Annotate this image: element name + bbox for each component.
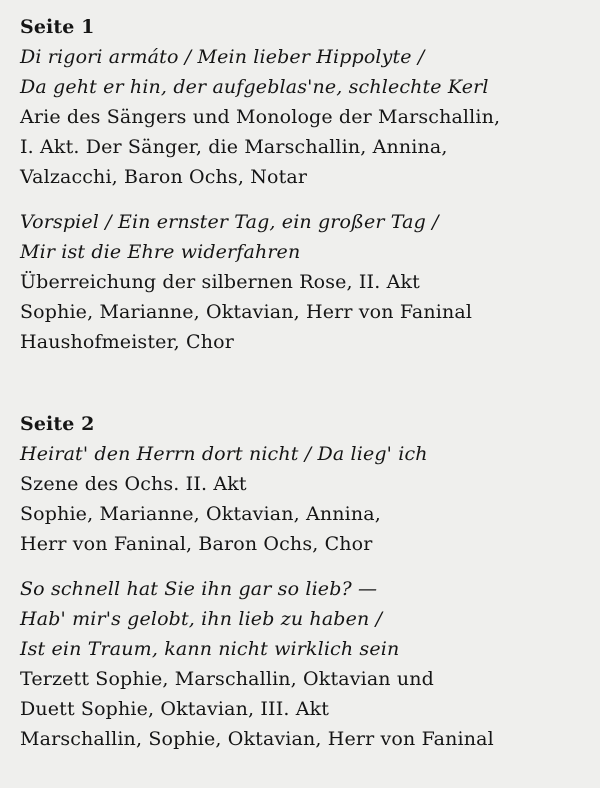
track-3-title-line-1: Heirat' den Herrn dort nicht / Da lieg' ich [20,443,428,465]
track-1 [20,42,582,192]
track-2-detail-line-2: Sophie, Marianne, Oktavian, Herr von Faninal [20,301,473,323]
track-1-detail-line-3: Valzacchi, Baron Ochs, Notar [20,166,308,188]
track-4-title-line-1: So schnell hat Sie ihn gar so lieb? — [20,578,378,600]
track-1-title-line-2: Da geht er hin, der aufgeblas'ne, schlechte Kerl [20,76,489,98]
track-2-detail-line-3: Haushofmeister, Chor [20,331,234,353]
spacer [20,559,582,574]
track-1-detail-line-1: Arie des Sängers und Monologe der Marschallin, [20,106,501,128]
track-4-detail-line-1: Terzett Sophie, Marschallin, Oktavian und [20,668,434,690]
track-2-title-line-1: Vorspiel / Ein ernster Tag, ein großer Tag / [20,211,439,233]
track-3-detail-line-3: Herr von Faninal, Baron Ochs, Chor [20,533,373,555]
track-4 [20,574,582,754]
track-4-detail-line-2: Duett Sophie, Oktavian, III. Akt [20,698,330,720]
side-heading-2: Seite 2 [20,413,95,435]
track-2 [20,207,582,357]
section-spacer [20,357,582,409]
track-2-title-line-2: Mir ist die Ehre widerfahren [20,241,301,263]
track-3-detail-line-1: Szene des Ochs. II. Akt [20,473,247,495]
track-4-title-line-2: Hab' mir's gelobt, ihn lieb zu haben / [20,608,383,630]
track-3-detail-line-2: Sophie, Marianne, Oktavian, Annina, [20,503,381,525]
track-1-title-line-1: Di rigori armáto / Mein lieber Hippolyte / [20,46,425,68]
track-2-detail-line-1: Überreichung der silbernen Rose, II. Akt [20,271,420,293]
side-heading-1: Seite 1 [20,16,95,38]
track-4-title-line-3: Ist ein Traum, kann nicht wirklich sein [20,638,400,660]
track-4-detail-line-3: Marschallin, Sophie, Oktavian, Herr von Faninal [20,728,494,750]
track-1-detail-line-2: I. Akt. Der Sänger, die Marschallin, Annina, [20,136,448,158]
spacer [20,192,582,207]
track-3 [20,439,582,559]
